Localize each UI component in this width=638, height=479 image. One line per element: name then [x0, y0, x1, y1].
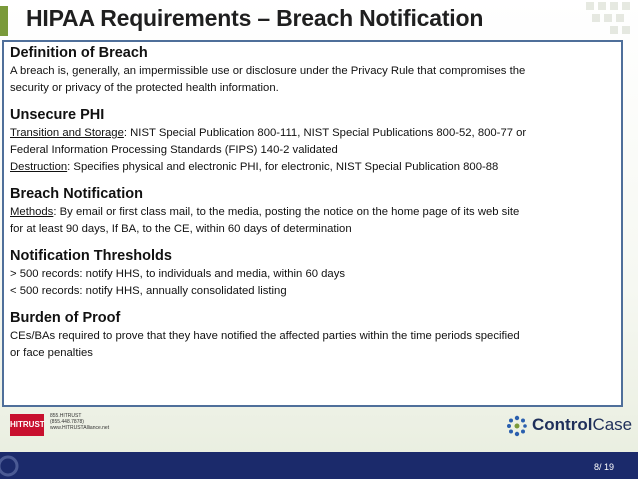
controlcase-wordmark: [532, 415, 632, 435]
controlcase-logo: [506, 412, 633, 438]
section-text: [10, 125, 614, 142]
controlcase-wordmark-part1: Control: [532, 415, 593, 434]
hitrust-website: www.HITRUSTAlliance.net: [50, 425, 110, 431]
section-text: CEs/BAs required to prove that they have notified the affected parties within the time periods specified: [10, 330, 520, 342]
hitrust-logo: [10, 410, 140, 440]
section-text: [10, 204, 614, 221]
section-heading: Breach Notification: [10, 186, 143, 202]
section-heading: Unsecure PHI: [10, 107, 105, 123]
section-text: < 500 records: notify HHS, annually consolidated listing: [10, 285, 287, 297]
section-text: A breach is, generally, an impermissible use or disclosure under the Privacy Rule that compromises the: [10, 65, 526, 77]
underlined-label: Methods: [10, 206, 54, 218]
footer: [0, 410, 638, 479]
hitrust-logo-mark: HITRUST: [10, 414, 44, 436]
section-unsecure-phi: [10, 106, 614, 176]
section-text: [10, 159, 614, 176]
section-text: or face penalties: [10, 347, 93, 359]
hitrust-phone-numeric: (855.448.7878): [50, 419, 84, 425]
controlcase-dots-icon: [506, 415, 528, 437]
section-heading: Notification Thresholds: [10, 248, 172, 264]
section-text: Federal Information Processing Standards (FIPS) 140-2 validated: [10, 144, 338, 156]
bottom-band: [0, 452, 638, 479]
hitrust-contact: [50, 413, 109, 431]
section-text: for at least 90 days, If BA, to the CE, within 60 days of determination: [10, 223, 352, 235]
title-bar: [0, 0, 638, 40]
content-box: [2, 40, 623, 407]
slide-title: HIPAA Requirements – Breach Notification: [26, 5, 484, 31]
label-text: : Specifies physical and electronic PHI, for electronic, NIST Special Publication 800-88: [67, 161, 499, 173]
hitrust-phone: 855.HITRUST: [50, 413, 82, 419]
section-heading: Definition of Breach: [10, 45, 148, 61]
controlcase-wordmark-part2: Case: [592, 415, 633, 434]
section-text: > 500 records: notify HHS, to individuals and media, within 60 days: [10, 268, 346, 280]
corner-decoration-icon: [582, 0, 634, 36]
section-heading: Burden of Proof: [10, 310, 121, 326]
section-breach-notification: [10, 185, 614, 238]
page-number: 8/ 19: [593, 462, 614, 472]
title-accent-bar: [0, 6, 8, 36]
underlined-label: Destruction: [10, 161, 68, 173]
label-text: : NIST Special Publication 800-111, NIST Special Publications 800-52, 800-77 or: [123, 127, 527, 139]
label-text: : By email or first class mail, to the media, posting the notice on the home page of its web site: [53, 206, 520, 218]
section-definition-of-breach: [10, 44, 614, 97]
underlined-label: Transition and Storage: [10, 127, 124, 139]
section-notification-thresholds: [10, 247, 614, 300]
content-body: [10, 44, 614, 362]
section-burden-of-proof: [10, 309, 614, 362]
circle-decoration-icon: [0, 454, 20, 478]
section-text: security or privacy of the protected health information.: [10, 82, 279, 94]
